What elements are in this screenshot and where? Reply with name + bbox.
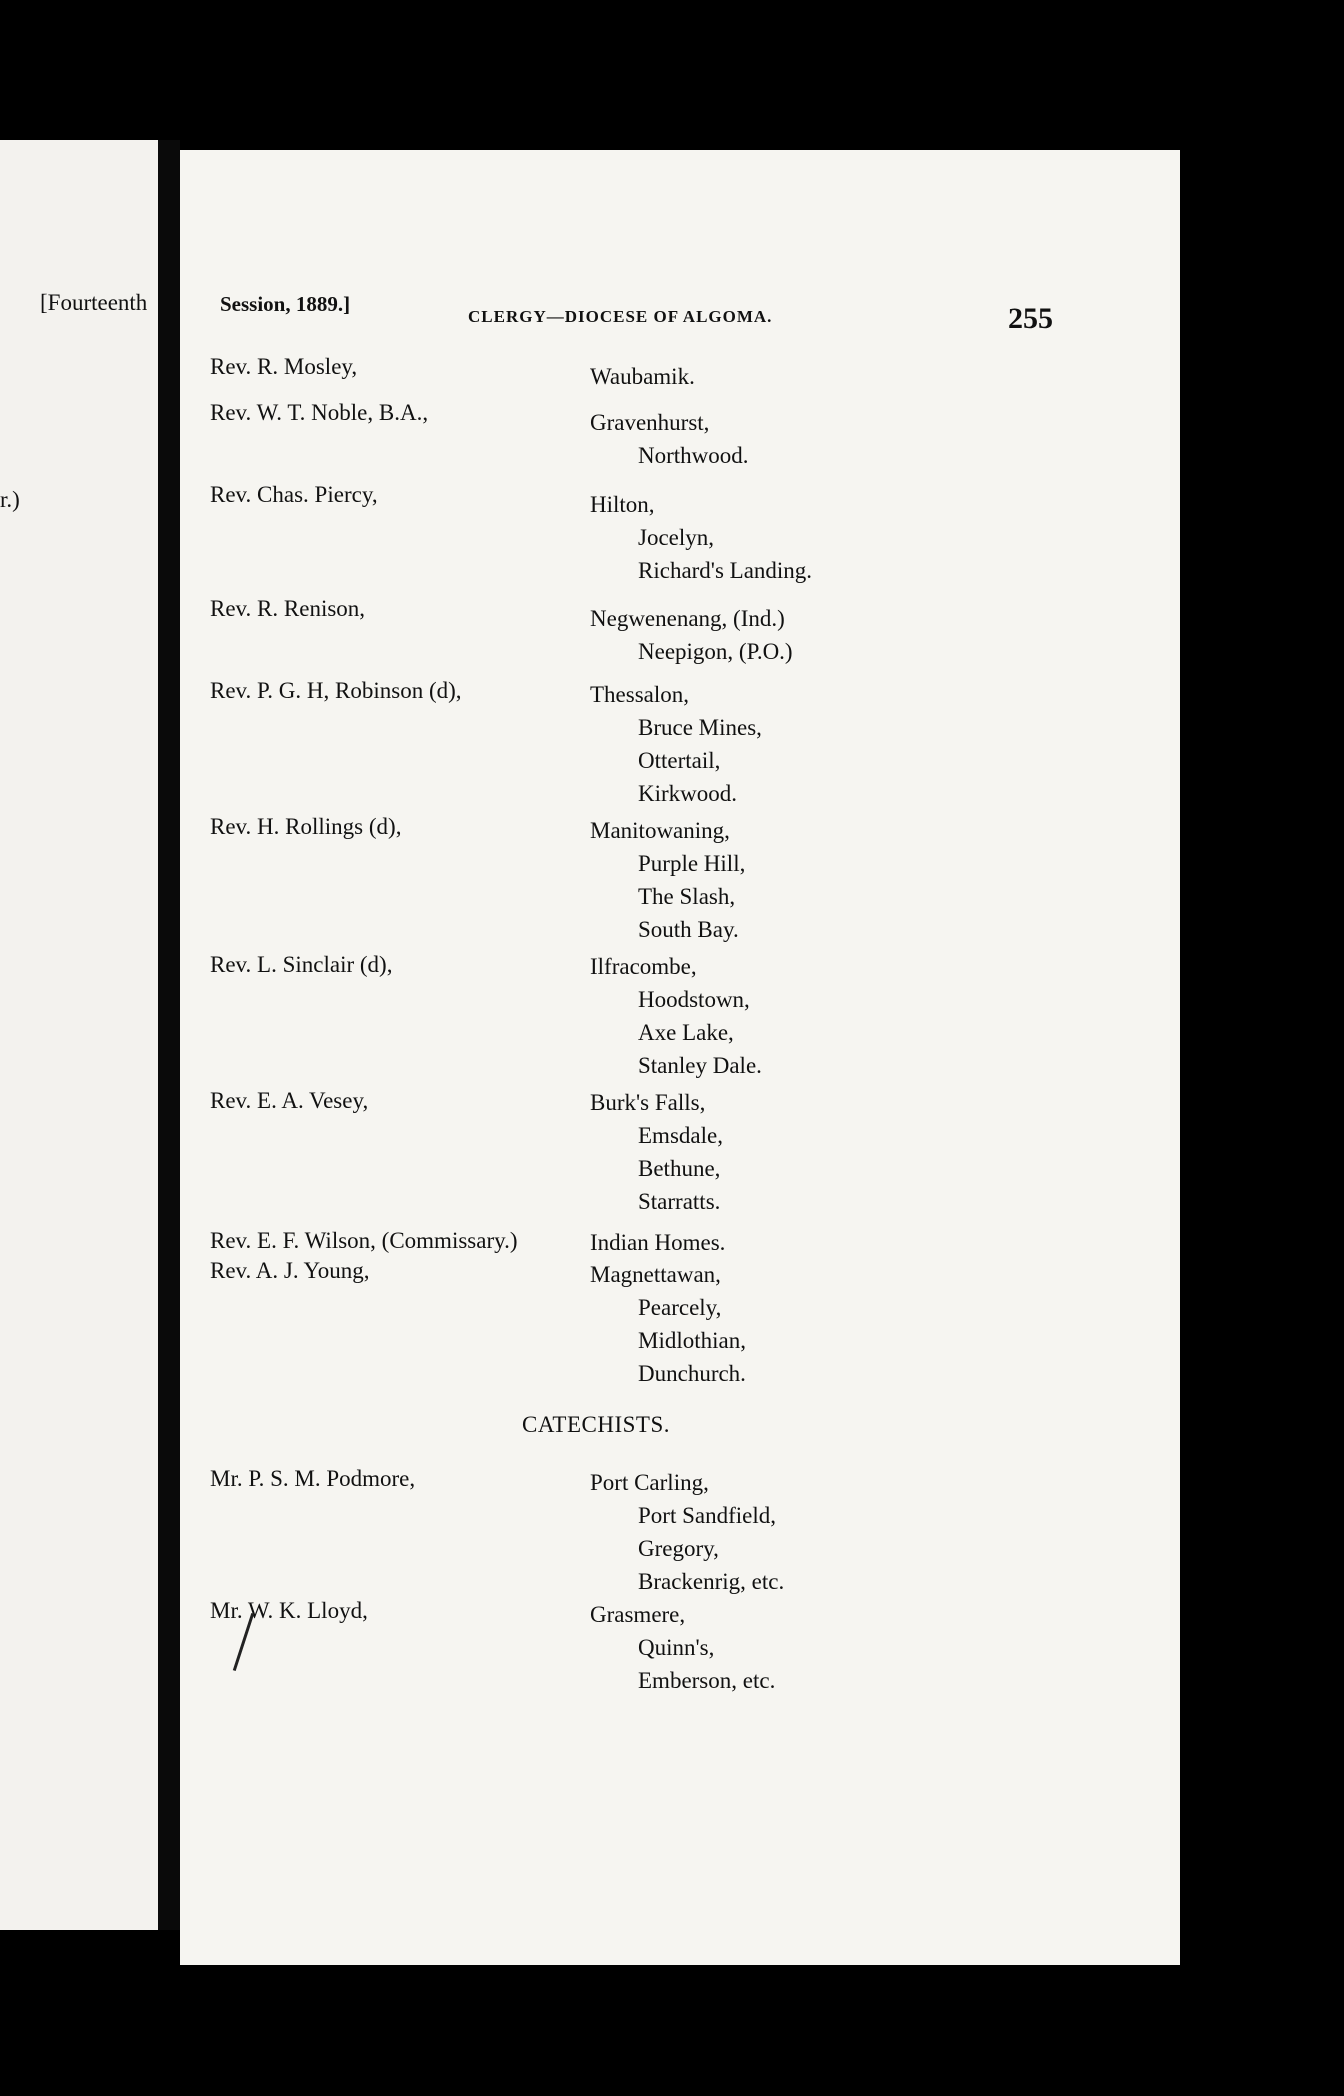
clergy-places xyxy=(590,678,762,810)
catechist-places xyxy=(590,1466,784,1598)
page xyxy=(180,150,1180,1965)
clergy-places xyxy=(590,360,695,393)
place: The Slash, xyxy=(638,884,736,909)
place: Indian Homes. xyxy=(590,1230,726,1255)
facing-page-fragment: r.) xyxy=(0,487,20,512)
place: Magnettawan, xyxy=(590,1262,721,1287)
place: Northwood. xyxy=(638,443,749,468)
place: Burk's Falls, xyxy=(590,1090,706,1115)
book-spine xyxy=(158,140,180,1930)
place: Negwenenang, (Ind.) xyxy=(590,606,785,631)
facing-page-header: [Fourteenth xyxy=(40,290,148,315)
clergy-name: Rev. E. A. Vesey, xyxy=(210,1088,369,1113)
place: Port Carling, xyxy=(590,1470,709,1495)
clergy-name: Rev. R. Renison, xyxy=(210,596,366,621)
place: Brackenrig, etc. xyxy=(638,1569,785,1594)
clergy-name: Rev. P. G. H, Robinson (d), xyxy=(210,678,462,703)
place: Purple Hill, xyxy=(638,851,746,876)
place: Jocelyn, xyxy=(638,525,715,550)
place: Emberson, etc. xyxy=(638,1668,776,1693)
clergy-places xyxy=(590,488,812,587)
catechist-name: Mr. W. K. Lloyd, xyxy=(210,1598,368,1623)
page-title: CLERGY—DIOCESE OF ALGOMA. xyxy=(468,307,773,326)
session-header: Session, 1889.] xyxy=(220,292,351,316)
place: Waubamik. xyxy=(590,364,695,389)
place: Thessalon, xyxy=(590,682,690,707)
place: Richard's Landing. xyxy=(638,558,813,583)
page-number: 255 xyxy=(1008,302,1053,335)
place: Starratts. xyxy=(638,1189,721,1214)
place: Kirkwood. xyxy=(638,781,738,806)
place: Emsdale, xyxy=(638,1123,723,1148)
place: Manitowaning, xyxy=(590,818,730,843)
clergy-places xyxy=(590,1258,746,1390)
place: Hoodstown, xyxy=(638,987,750,1012)
place: Bethune, xyxy=(638,1156,721,1181)
facing-page xyxy=(0,140,158,1930)
place: Neepigon, (P.O.) xyxy=(638,639,793,664)
clergy-places xyxy=(590,950,762,1082)
place: Quinn's, xyxy=(638,1635,715,1660)
place: Port Sandfield, xyxy=(638,1503,776,1528)
clergy-places xyxy=(590,406,749,472)
place: Hilton, xyxy=(590,492,655,517)
clergy-name: Rev. Chas. Piercy, xyxy=(210,482,378,507)
clergy-places xyxy=(590,1226,725,1259)
clergy-name: Rev. A. J. Young, xyxy=(210,1258,370,1283)
place: Bruce Mines, xyxy=(638,715,762,740)
place: Gregory, xyxy=(638,1536,719,1561)
place: Pearcely, xyxy=(638,1295,722,1320)
place: South Bay. xyxy=(638,917,739,942)
place: Grasmere, xyxy=(590,1602,686,1627)
clergy-places xyxy=(590,814,745,946)
clergy-name: Rev. H. Rollings (d), xyxy=(210,814,402,839)
place: Gravenhurst, xyxy=(590,410,710,435)
clergy-places xyxy=(590,602,793,668)
clergy-places xyxy=(590,1086,723,1218)
catechist-name: Mr. P. S. M. Podmore, xyxy=(210,1466,416,1491)
clergy-name: Rev. E. F. Wilson, (Commissary.) xyxy=(210,1228,518,1253)
clergy-name: Rev. L. Sinclair (d), xyxy=(210,952,393,977)
place: Ilfracombe, xyxy=(590,954,697,979)
place: Stanley Dale. xyxy=(638,1053,762,1078)
clergy-name: Rev. R. Mosley, xyxy=(210,354,358,379)
catechist-places xyxy=(590,1598,775,1697)
catechists-heading: CATECHISTS. xyxy=(522,1412,670,1437)
place: Midlothian, xyxy=(638,1328,746,1353)
place: Dunchurch. xyxy=(638,1361,746,1386)
place: Ottertail, xyxy=(638,748,721,773)
clergy-name: Rev. W. T. Noble, B.A., xyxy=(210,400,429,425)
place: Axe Lake, xyxy=(638,1020,734,1045)
